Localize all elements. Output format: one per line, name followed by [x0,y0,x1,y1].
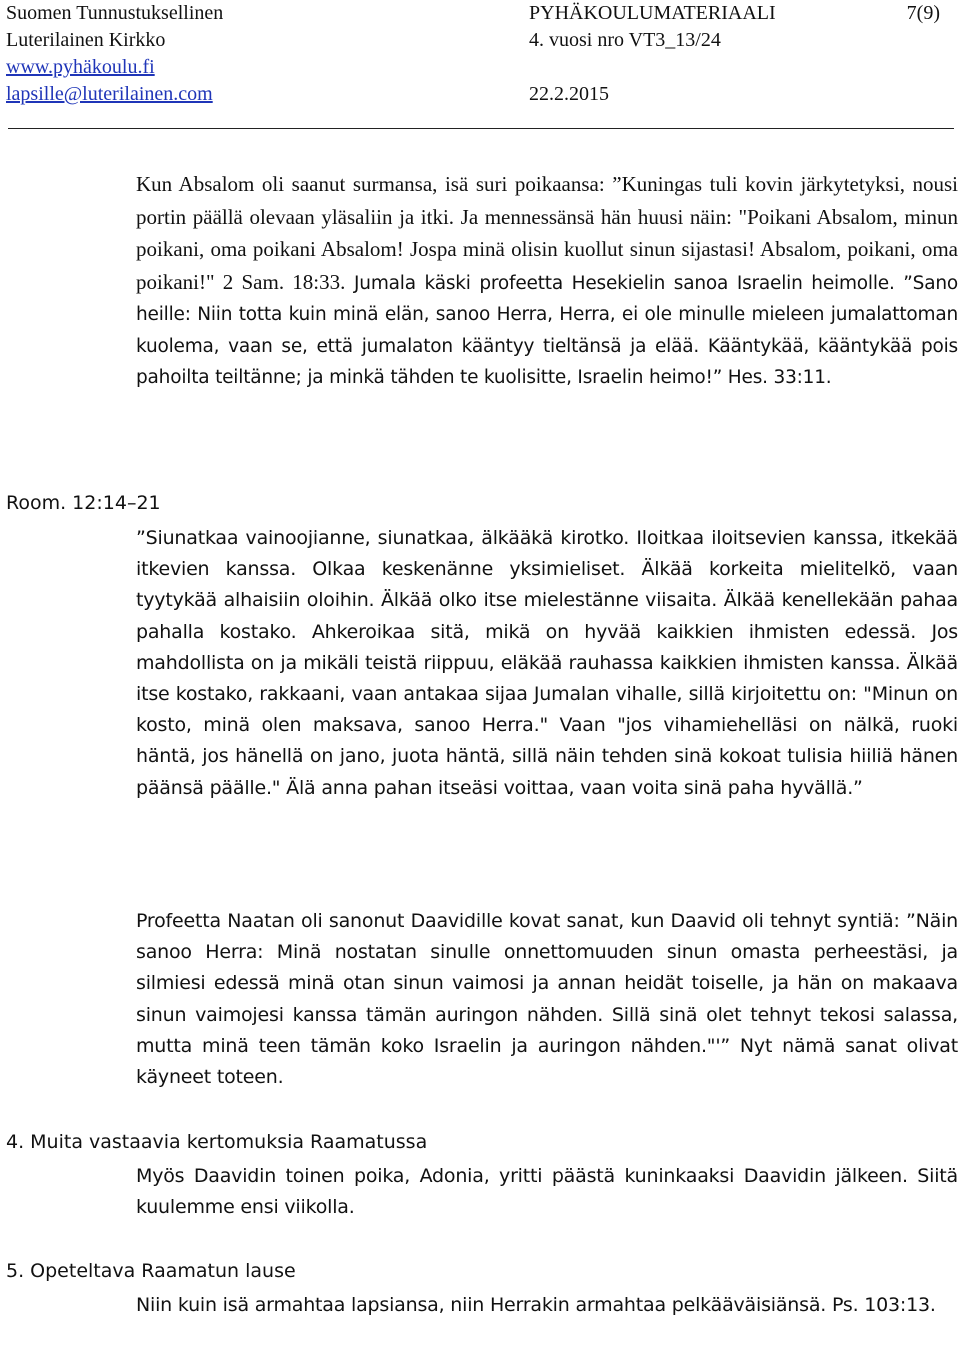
romans-quote: ”Siunatkaa vainoojianne, siunatkaa, älkääkä kirotko. Iloitkaa iloitsevien kanssa, itkekää itkevien kanssa. Olkaa keskenänne yksimieliset. Älkää korkeita mielitelkö, vaan tyytykää alhaisiin oloihin. Älkää olko itse mielestänne viisaita. Älkää kenellekään pahaa pahalla kostako. Ahkeroikaa sitä, mikä on hyvää kaikkien ihmisten edessä. Jos mahdollista on ja mikäli teistä riippuu, eläkää rauhassa kaikkien ihmisten kanssa. Älkää itse kostako, rakkaani, vaan antakaa sijaa Jumalan vihalle, sillä kirjoitettu on: "Minun on kosto, minä olen maksava, sanoo Herra." Vaan "jos vihamiehelläsi on nälkä, ruoki häntä, jos hänellä on jano, juota häntä, sillä näin tehden sinä kokoat tulisia hiiliä hänen päänsä päälle." Älä anna pahan itseäsi voittaa, vaan voita sinä paha hyvällä.” [136,527,958,799]
issue-number: 4. vuosi nro VT3_13/24 [529,29,721,51]
page-number: 7(9) [906,2,940,24]
section4-paragraph [136,1161,958,1223]
section4-heading: 4. Muita vastaavia kertomuksia Raamatussa [6,1131,428,1153]
org-name-line1: Suomen Tunnustuksellinen [6,2,224,24]
document-title: PYHÄKOULUMATERIAALI [529,2,776,24]
absalom-paragraph [136,169,958,394]
hesekiel-quote: Jumala käski profeetta Hesekielin sanoa Israelin heimolle. ”Sano heille: Niin totta kuin minä elän, sanoo Herra, Herra, ei ole minulle mieleen jumalattoman kuolema, vaan se, että jumalaton kääntyy tieltänsä ja elää. Kääntykää, kääntykää pois pahoilta teiltänne; ja minkä tähden te kuolisitte, Israelin heimo!” Hes. 33:11. [136,272,958,388]
email-link[interactable]: lapsille@luterilainen.com [6,83,213,105]
document-date: 22.2.2015 [529,83,609,105]
section5-text: Niin kuin isä armahtaa lapsiansa, niin Herrakin armahtaa pelkääväisiänsä. Ps. 103:13. [136,1294,936,1316]
naatan-paragraph [136,906,958,1093]
romans-paragraph [136,523,958,804]
absalom-quote: Kun Absalom oli saanut surmansa, isä suri poikaansa: ”Kuningas tuli kovin järkytetyksi, nousi portin päällä olevaan yläsaliin ja itki. Ja mennessänsä hän huusi näin: "Poikani Absalom, minun poikani, oma poikani Absalom! Jospa minä olisin kuollut sinun sijastasi! Absalom, poikani, oma poikani!" 2 Sam. 18:33. [136,172,958,294]
naatan-quote: Profeetta Naatan oli sanonut Daavidille kovat sanat, kun Daavid oli tehnyt syntiä: ”Näin sanoo Herra: Minä nostatan sinulle onnettomuuden sinun omasta perheestäsi, ja silmiesi edessä minä otan sinun vaimosi ja annan heidät toiselle, ja hän on makaava sinun vaimojesi kanssa tämän auringon nähden. Sillä sinä olet tehnyt tekosi salassa, mutta minä teen tämän koko Israelin ja auringon nähden."'” Nyt nämä sanat olivat käyneet toteen. [136,910,958,1089]
header-divider [8,128,954,129]
section4-text: Myös Daavidin toinen poika, Adonia, yritti päästä kuninkaaksi Daavidin jälkeen. Siitä kuulemme ensi viikolla. [136,1165,958,1219]
section5-heading: 5. Opeteltava Raamatun lause [6,1260,296,1282]
website-link[interactable]: www.pyhäkoulu.fi [6,56,155,78]
romans-reference: Room. 12:14–21 [6,492,161,514]
section5-paragraph [136,1290,958,1321]
org-name-line2: Luterilainen Kirkko [6,29,166,51]
page-header [6,0,956,108]
